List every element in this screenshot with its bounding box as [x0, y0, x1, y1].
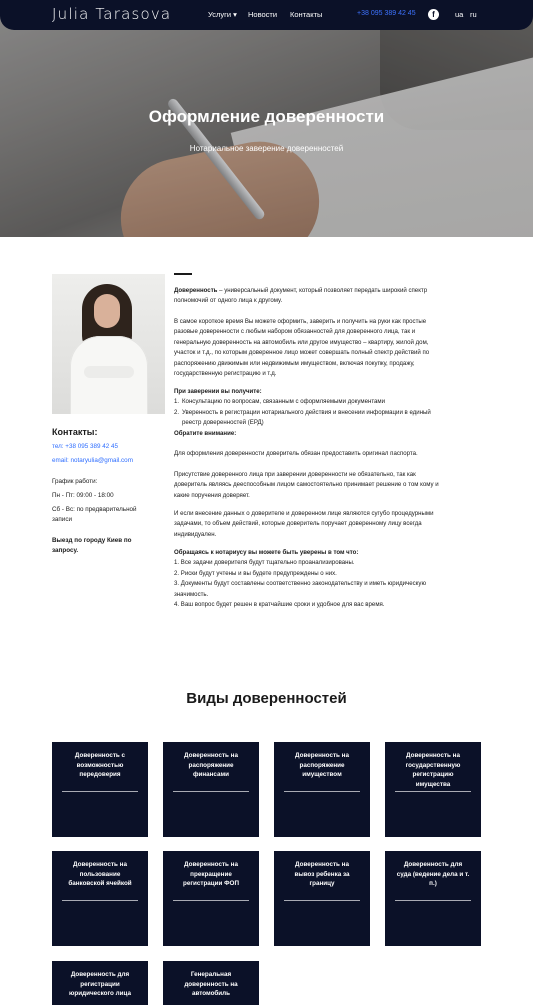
contact-phone-link[interactable]: тел: +38 095 389 42 45: [52, 443, 118, 450]
card-label-line: границу: [309, 880, 335, 888]
article-passport-note: [174, 449, 472, 459]
card-poa-finances[interactable]: [163, 742, 259, 837]
card-label: [171, 860, 251, 889]
paragraph-line: 1. Все задачи доверителя будут тщательно проанализированы.: [174, 559, 355, 567]
schedule-weekdays: Пн - Пт: 09:00 - 18:00: [52, 492, 114, 499]
paragraph-line: 4. Ваш вопрос будет решен в кратчайшие сроки и удобное для вас время.: [174, 601, 385, 609]
card-label: [171, 751, 251, 780]
article-confidence-section: [174, 548, 472, 610]
schedule-weekend-cont: записи: [52, 516, 72, 523]
card-label-line: юридического лица: [69, 990, 131, 998]
card-poa-bank-cell[interactable]: [52, 851, 148, 946]
list-item: [174, 397, 472, 407]
card-label-line: распоряжение: [299, 761, 345, 769]
card-divider: [62, 791, 138, 792]
card-label-line: Доверенность на: [295, 861, 349, 868]
schedule-weekend: Сб - Вс: по предварительной: [52, 506, 137, 513]
paragraph-line: значимость.: [174, 590, 209, 598]
card-label: [60, 860, 140, 889]
list-number: 1.: [174, 398, 180, 406]
card-label-line: имущества: [415, 780, 451, 788]
card-poa-child-travel[interactable]: [274, 851, 370, 946]
card-divider: [62, 900, 138, 901]
nav-news[interactable]: Новости: [248, 10, 278, 19]
card-poa-general-car[interactable]: [163, 961, 259, 1005]
card-label-line: Доверенность на: [73, 861, 127, 868]
list-text: Консультацию по вопросам, связанным с оформляемыми документами: [182, 398, 386, 406]
paragraph-line: Для оформления доверенности доверитель обязан предоставить оригинал паспорта.: [174, 450, 418, 457]
card-poa-redelegation[interactable]: [52, 742, 148, 837]
schedule-label: График работи:: [52, 478, 98, 485]
card-label: [393, 751, 473, 789]
card-label-line: регистрации: [80, 980, 120, 988]
card-label-line: Доверенность на: [184, 752, 238, 759]
card-label-line: вывоз ребенка за: [294, 870, 350, 878]
intro-term: Доверенность: [174, 287, 218, 294]
card-label-line: Доверенность на: [406, 752, 460, 759]
card-divider: [395, 900, 471, 901]
card-label-line: государственную: [405, 761, 461, 769]
card-label-line: Доверенность для: [70, 971, 130, 978]
card-poa-court[interactable]: [385, 851, 481, 946]
list-item: [174, 408, 472, 418]
article-paragraph-data: [174, 509, 472, 540]
card-label: [60, 751, 140, 780]
card-divider: [173, 900, 249, 901]
paragraph-line: распоряжению движимым или недвижимым имуществом, включая покупку, продажу,: [174, 359, 415, 367]
paragraph-line: индивидуален.: [174, 530, 217, 538]
card-label-line: регистрации ФОП: [183, 880, 239, 888]
card-label: [171, 970, 251, 999]
card-label: [393, 860, 473, 889]
contacts-heading: Контакты:: [52, 427, 98, 437]
card-label-line: суда (ведение дела и т.: [396, 870, 470, 878]
types-heading: Виды доверенностей: [186, 690, 347, 707]
paragraph-line: генеральную доверенность на автомобиль или другое имущество – квартиру, жилой дом,: [174, 338, 429, 346]
intro-text: – универсальный документ, который позволяет передать широкий спектр: [217, 287, 428, 294]
card-label-line: Доверенность на: [295, 752, 349, 759]
card-label-line: Доверенность на: [184, 861, 238, 868]
card-label: [282, 751, 362, 780]
list-text: Уверенность в регистрации нотариального действия и внесении информации в единый: [182, 408, 431, 416]
nav-services[interactable]: Услуги ▾: [208, 10, 237, 19]
article-receive-section: [174, 387, 472, 439]
card-divider: [284, 791, 360, 792]
card-label-line: передоверия: [79, 771, 121, 779]
card-label-line: автомобиль: [191, 990, 231, 998]
hero-banner: [0, 0, 533, 237]
article-intro: [174, 286, 472, 307]
paragraph-line: И если внесение данных о доверителе и доверенном лице являются сугубо процедурными: [174, 510, 434, 517]
confidence-title: Обращаясь к нотариусу вы можете быть уверены в том что:: [174, 549, 359, 556]
card-label-line: п.): [429, 880, 437, 888]
list-text: реестр доверенностей (ЕРД): [182, 419, 264, 427]
card-label-line: Генеральная: [190, 971, 232, 978]
card-label: [60, 970, 140, 999]
paragraph-line: 2. Риски будут учтены и вы будете предупреждены о них.: [174, 569, 337, 577]
paragraph-line: какие поручения доверяет.: [174, 491, 250, 499]
card-divider: [284, 900, 360, 901]
card-label-line: Доверенность с: [74, 752, 126, 759]
receive-title: При заверении вы получите:: [174, 388, 262, 395]
card-label-line: пользование: [79, 870, 121, 878]
list-number: 2.: [174, 408, 180, 416]
list-item-cont: [174, 418, 472, 428]
paragraph-line: государственную регистрацию и т.д.: [174, 370, 277, 378]
card-label-line: имуществом: [302, 771, 342, 779]
header-phone-link[interactable]: +38 095 389 42 45: [357, 10, 416, 17]
paragraph-line: разовые доверенности с любым набором обязанностей для доверенного лица, так и: [174, 328, 416, 336]
card-divider: [173, 791, 249, 792]
card-poa-legal-entity[interactable]: [52, 961, 148, 1005]
nav-contacts[interactable]: Контакты: [290, 10, 323, 19]
card-label-line: распоряжение: [188, 761, 234, 769]
contact-email-link[interactable]: email: notaryulia@gmail.com: [52, 457, 133, 464]
notary-photo: [52, 274, 165, 414]
attention-title: Обратите внимание:: [174, 429, 237, 437]
header-bar: [0, 0, 533, 30]
intro-text-cont: полномочий от одного лица к другому.: [174, 297, 283, 305]
logo[interactable]: Julia Tarasova: [52, 5, 172, 23]
article-paragraph-services: [174, 317, 472, 379]
card-label-line: Доверенность для: [403, 861, 463, 868]
card-divider: [395, 791, 471, 792]
card-label-line: возможностью: [76, 761, 124, 769]
visit-note: Выезд по городу Киев по: [52, 537, 132, 544]
paragraph-line: доверитель являясь дееспособным лицом самостоятельно принимает решение о том кому и: [174, 481, 439, 489]
card-label-line: доверенность на: [184, 980, 238, 988]
card-label-line: прекращение: [190, 870, 232, 878]
lang-ua[interactable]: ua: [455, 10, 464, 19]
facebook-icon[interactable]: f: [428, 9, 439, 20]
card-label-line: финансами: [192, 771, 230, 779]
card-label-line: банковской ячейкой: [68, 880, 132, 888]
paragraph-line: участок и т.д., по которым доверенное лицо может совершать полный спектр действий по: [174, 349, 430, 357]
card-poa-property[interactable]: [274, 742, 370, 837]
paragraph-line: В самое короткое время Вы можете оформить, заверить и получить на руки как простые: [174, 318, 427, 325]
paragraph-line: Присутствие доверенного лица при заверении доверенности не обязательно, так как: [174, 471, 416, 478]
paragraph-line: 3. Документы будут составлены соответственно законодательству и иметь юридическую: [174, 580, 427, 588]
card-label: [282, 860, 362, 889]
article-paragraph-presence: [174, 470, 472, 501]
card-label-line: регистрацию: [412, 771, 454, 779]
paragraph-line: задачами, то объем действий, которые доверитель поручает доверенному лицу всегда: [174, 520, 422, 528]
receive-list: [174, 397, 472, 428]
article-divider: [174, 273, 192, 275]
page-subtitle: Нотариальное заверение доверенностей: [189, 144, 344, 153]
visit-note-cont: запросу.: [52, 547, 79, 554]
page-title: Оформление доверенности: [148, 107, 385, 126]
lang-ru[interactable]: ru: [470, 10, 477, 19]
card-poa-state-registration[interactable]: [385, 742, 481, 837]
card-poa-fop-termination[interactable]: [163, 851, 259, 946]
